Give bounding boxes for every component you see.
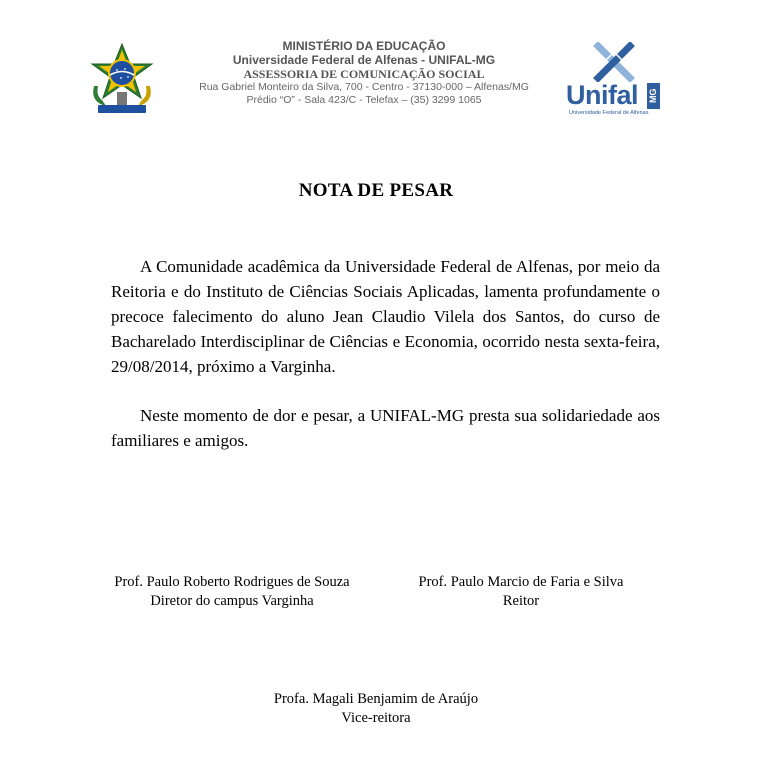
ministry-name: MINISTÉRIO DA EDUCAÇÃO xyxy=(282,39,446,53)
signature-role: Vice-reitora xyxy=(341,710,411,726)
office-name: ASSESSORIA DE COMUNICAÇÃO SOCIAL xyxy=(243,67,485,81)
unifal-logo xyxy=(566,42,666,122)
paragraph-condolence: A Comunidade acadêmica da Universidade Federal de Alfenas, por meio da Reitoria e do Instituto de Ciências Sociais Aplicadas, lamenta profundamente o precoce falecimento do aluno Jean Claudio Vilela dos Santos, do curso de Bacharelado Interdisciplinar de Ciências e Economia, ocorrido nesta sexta-feira, 29/08/2014, próximo a Varginha. xyxy=(111,257,660,376)
signature-name: Prof. Paulo Marcio de Faria e Silva xyxy=(418,574,624,590)
signature-role: Reitor xyxy=(502,593,540,609)
address-line-2: Prédio “O” - Sala 423/C - Telefax – (35) 3299 1065 xyxy=(246,94,482,106)
brazil-coat-of-arms-icon xyxy=(84,42,160,118)
letterhead xyxy=(0,0,762,130)
logo-mg-tag: MG xyxy=(647,83,660,109)
signature-block-director xyxy=(96,573,368,611)
document-body xyxy=(111,254,660,453)
signature-role: Diretor do campus Varginha xyxy=(150,593,314,609)
signature-name: Profa. Magali Benjamim de Araújo xyxy=(273,691,479,707)
document-title: NOTA DE PESAR xyxy=(298,180,454,201)
signature-block-vice-rector xyxy=(246,690,506,728)
unifal-x-mark-icon xyxy=(592,42,652,82)
letterhead-text xyxy=(180,39,548,107)
signature-name: Prof. Paulo Roberto Rodrigues de Souza xyxy=(114,574,350,590)
signature-block-rector xyxy=(396,573,646,611)
logo-subtitle: Universidade Federal de Alfenas xyxy=(569,110,649,116)
university-name: Universidade Federal de Alfenas - UNIFAL-MG xyxy=(232,53,496,67)
logo-wordmark: Unifal xyxy=(566,80,639,110)
address-line-1: Rua Gabriel Monteiro da Silva, 700 - Centro - 37130-000 – Alfenas/MG xyxy=(199,81,529,93)
paragraph-solidarity: Neste momento de dor e pesar, a UNIFAL-MG presta sua solidariedade aos familiares e amigos. xyxy=(111,406,660,450)
